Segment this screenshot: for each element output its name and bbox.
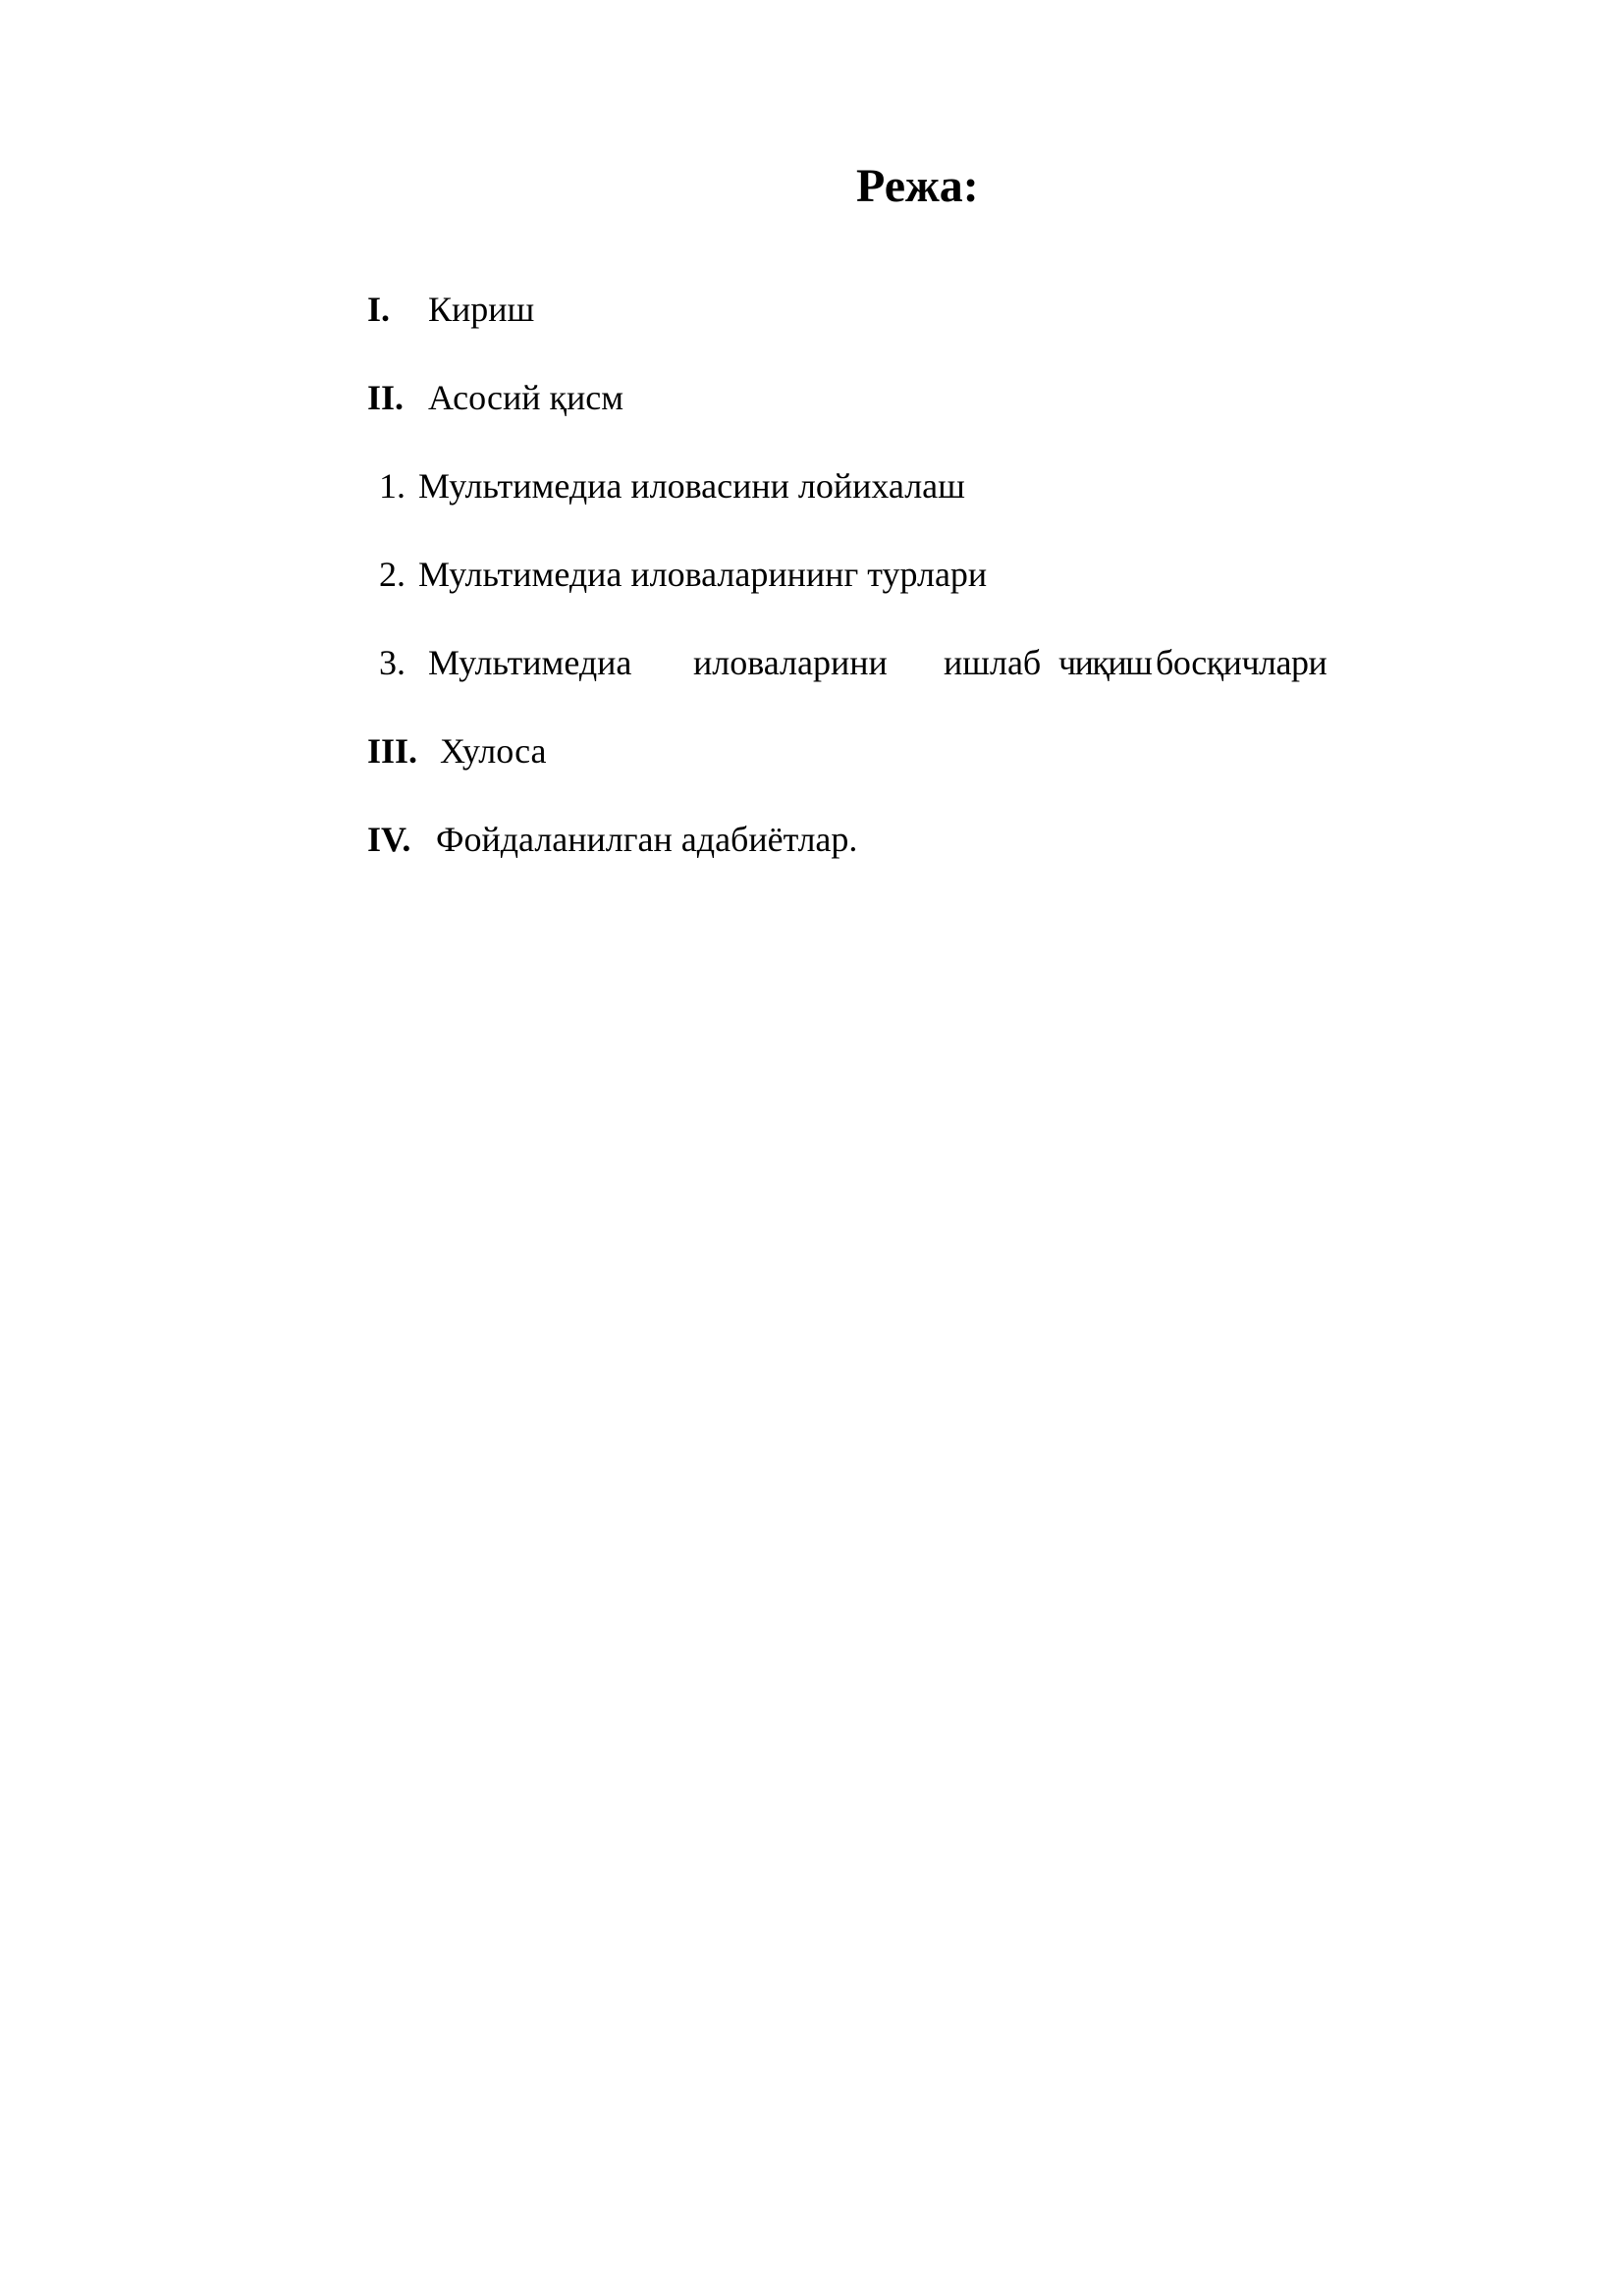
outline-subitem-word: ишлаб — [944, 643, 1042, 682]
outline-subitem-text: Мультимедиа иловасини лойихалаш — [418, 466, 965, 506]
outline-subitem-word: иловаларини — [693, 643, 888, 682]
outline-subitem-word: чиқиш — [1058, 643, 1152, 682]
outline-subitem-number: 1. — [379, 466, 406, 506]
outline-subitem-number: 2. — [379, 555, 406, 594]
outline-subitem-number: 3. — [379, 643, 406, 682]
outline-subitem-text: Мультимедиа иловаларининг турлари — [418, 555, 988, 594]
outline-item-number: I. — [367, 290, 391, 329]
outline-item-number: II. — [367, 378, 405, 417]
outline-subitem-word: Мультимедиа — [428, 643, 632, 682]
outline-item-number: III. — [367, 731, 418, 771]
outline-item-text: Хулоса — [440, 731, 547, 771]
outline-item-text: Кириш — [428, 290, 535, 329]
outline-subitem-word: босқичлари — [1156, 643, 1327, 682]
outline-item-text: Асосий қисм — [428, 378, 624, 417]
outline-item-text: Фойдаланилган адабиётлар. — [436, 820, 858, 859]
outline-item-number: IV. — [367, 820, 411, 859]
page-title: Режа: — [856, 160, 979, 212]
